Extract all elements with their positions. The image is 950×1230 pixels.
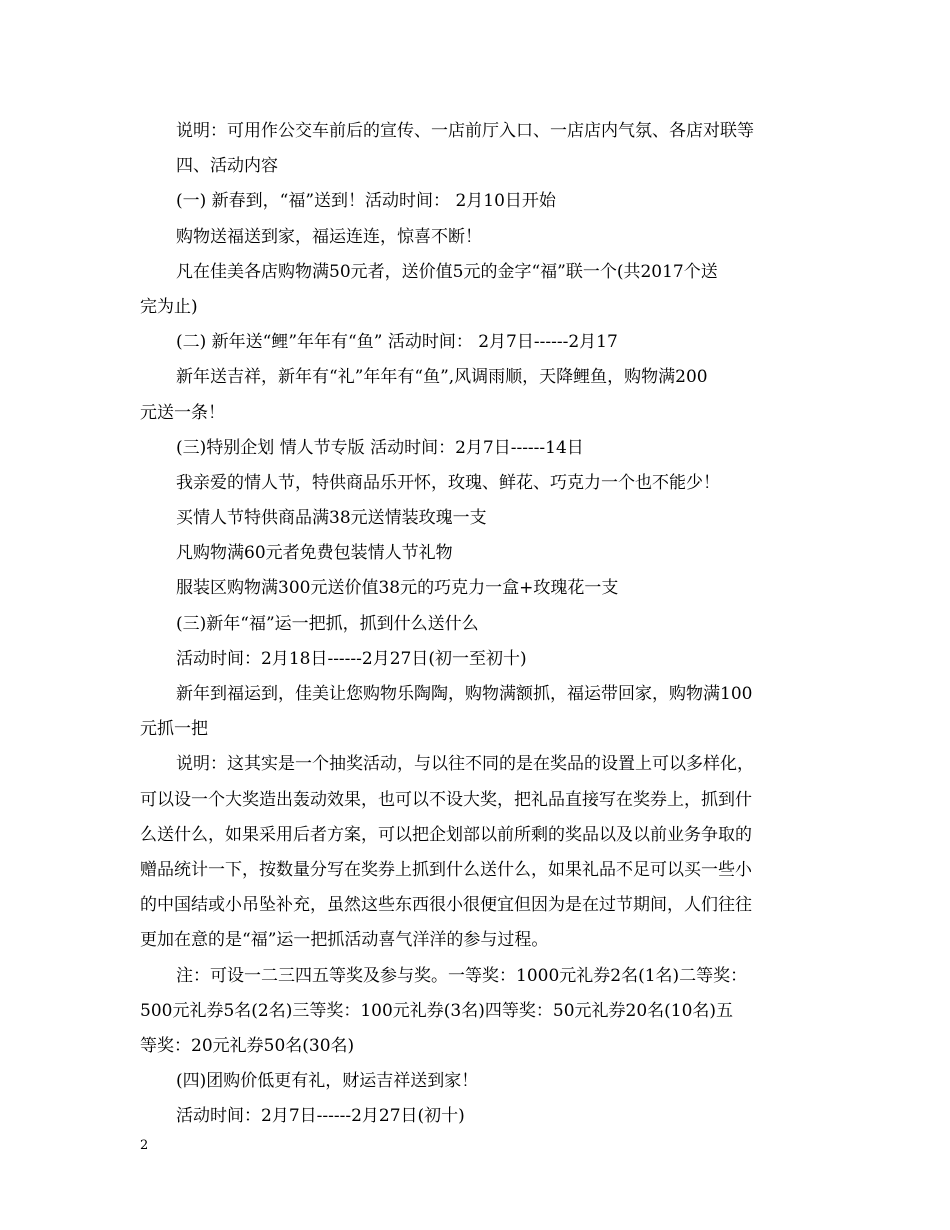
subsection-heading: (三)新年“福”运一把抓，抓到什么送什么 bbox=[176, 613, 479, 634]
text-line: 么送什么，如果采用后者方案，可以把企划部以前所剩的奖品以及以前业务争取的 bbox=[140, 824, 752, 845]
text-line: 的中国结或小吊坠补充，虽然这些东西很小很便宜但因为是在过节期间，人们往往 bbox=[140, 895, 752, 916]
text-line: 服装区购物满300元送价值38元的巧克力一盒+玫瑰花一支 bbox=[176, 578, 619, 599]
subsection-heading: (三)特别企划 情人节专版 活动时间：2月7日------14日 bbox=[176, 437, 584, 458]
text-line: 活动时间：2月7日------2月27日(初十) bbox=[176, 1106, 465, 1127]
text-line: 新年到福运到，佳美让您购物乐陶陶，购物满额抓，福运带回家，购物满100 bbox=[176, 684, 753, 704]
text-line: 赠品统计一下，按数量分写在奖券上抓到什么送什么，如果礼品不足可以买一些小 bbox=[140, 859, 752, 880]
subsection-heading: (二) 新年送“鲤”年年有“鱼” 活动时间： 2月7日------2月17 bbox=[176, 332, 618, 353]
text-line: 说明：这其实是一个抽奖活动，与以往不同的是在奖品的设置上可以多样化， bbox=[176, 754, 754, 775]
section-heading: 四、活动内容 bbox=[176, 156, 278, 177]
text-line: 可以设一个大奖造出轰动效果，也可以不设大奖，把礼品直接写在奖券上，抓到什 bbox=[140, 789, 752, 810]
subsection-heading: (一) 新春到，“福”送到！活动时间： 2月10日开始 bbox=[176, 191, 556, 212]
subsection-heading: (四)团购价低更有礼，财运吉祥送到家！ bbox=[176, 1071, 479, 1092]
text-line: 注：可设一二三四五等奖及参与奖。一等奖：1000元礼券2名(1名)二等奖： bbox=[176, 965, 748, 986]
text-line: 500元礼券5名(2名)三等奖：100元礼券(3名)四等奖：50元礼券20名(10名)五 bbox=[140, 1000, 734, 1021]
text-line: 活动时间：2月18日------2月27日(初一至初十) bbox=[176, 648, 527, 669]
text-line: 说明：可用作公交车前后的宣传、一店前厅入口、一店店内气氛、各店对联等 bbox=[176, 121, 754, 141]
text-line: 元抓一把 bbox=[140, 719, 208, 740]
text-line: 我亲爱的情人节，特供商品乐开怀，玫瑰、鲜花、巧克力一个也不能少！ bbox=[176, 472, 720, 493]
text-line: 完为止) bbox=[140, 296, 198, 317]
text-line: 更加在意的是“福”运一把抓活动喜气洋洋的参与过程。 bbox=[140, 930, 549, 951]
text-line: 新年送吉祥，新年有“礼”年年有“鱼”,风调雨顺，天降鲤鱼，购物满200 bbox=[176, 367, 708, 388]
text-line: 凡购物满60元者免费包装情人节礼物 bbox=[176, 543, 453, 564]
text-line: 元送一条！ bbox=[140, 402, 225, 423]
text-line: 买情人节特供商品满38元送情装玫瑰一支 bbox=[176, 508, 487, 529]
document-body bbox=[140, 114, 812, 1134]
text-line: 凡在佳美各店购物满50元者，送价值5元的金字“福”联一个(共2017个送 bbox=[176, 261, 718, 282]
page-number: 2 bbox=[140, 1138, 149, 1153]
text-line: 购物送福送到家，福运连连，惊喜不断！ bbox=[176, 226, 482, 247]
text-line: 等奖：20元礼券50名(30名) bbox=[140, 1035, 355, 1056]
